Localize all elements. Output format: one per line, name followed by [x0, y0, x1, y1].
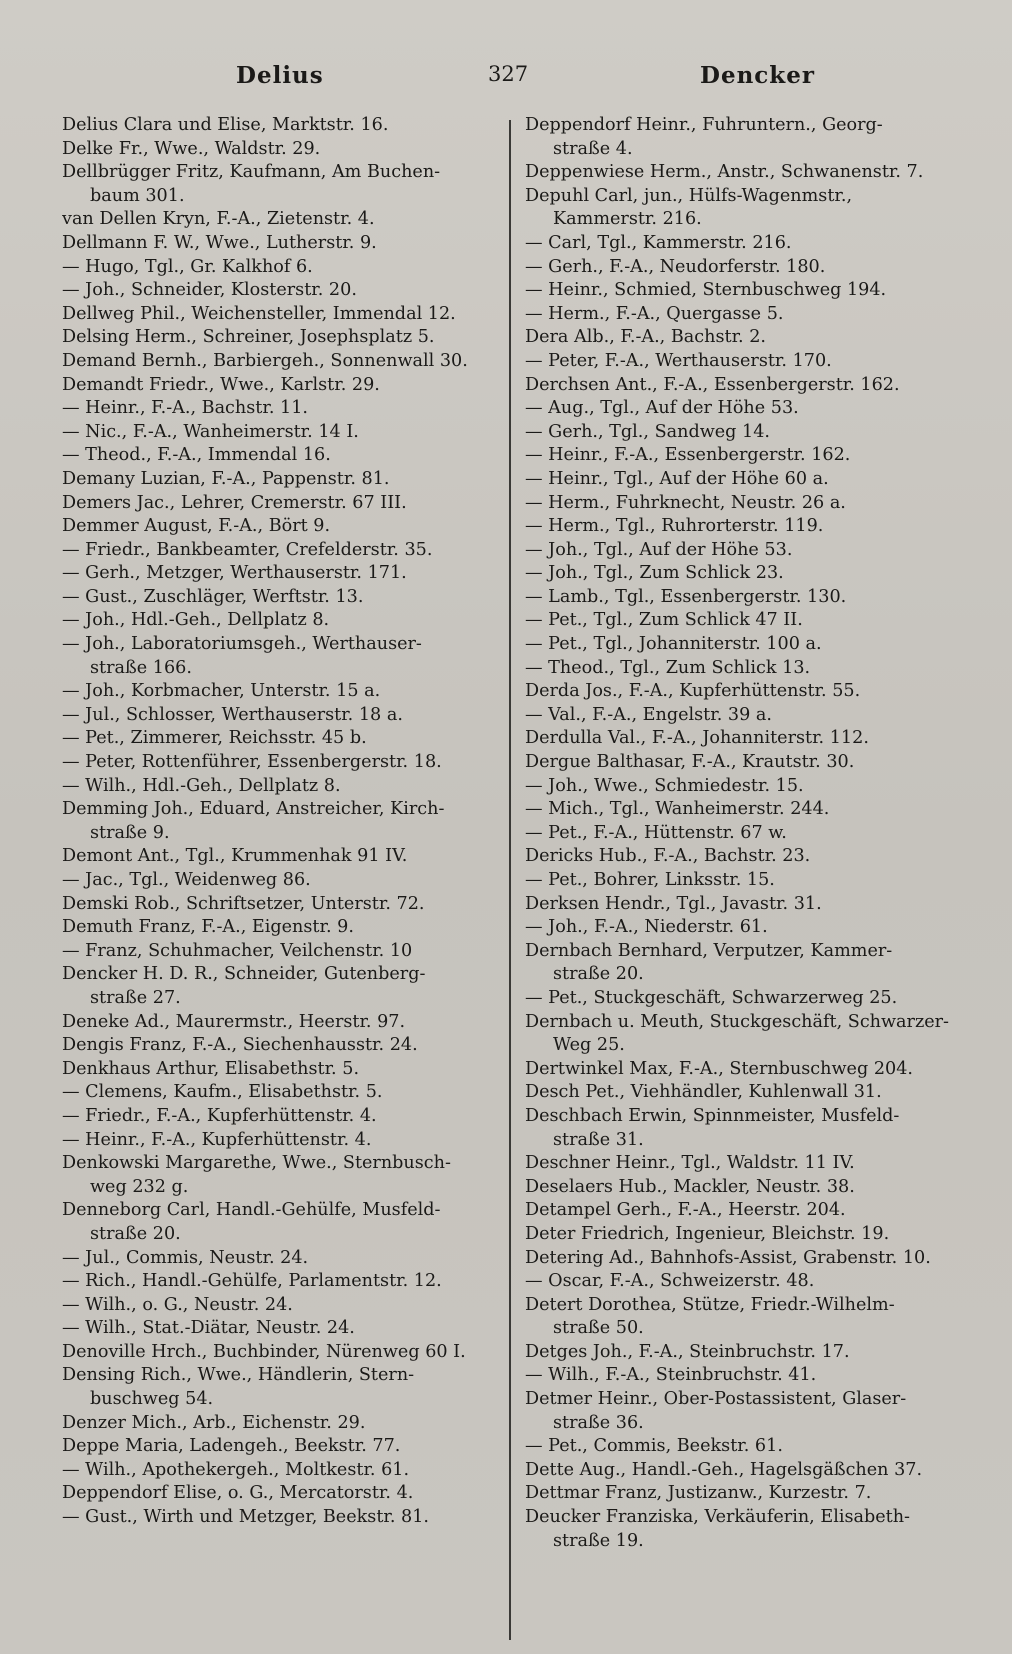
directory-entry: Deppenwiese Herm., Anstr., Schwanenstr. 7.: [525, 162, 924, 183]
directory-entry: Derda Jos., F.-A., Kupferhüttenstr. 55.: [525, 681, 861, 702]
directory-entry: van Dellen Kryn, F.-A., Zietenstr. 4.: [62, 209, 375, 230]
directory-entry: — Joh., Schneider, Klosterstr. 20.: [62, 280, 357, 301]
directory-entry: — Franz, Schuhmacher, Veilchenstr. 10: [62, 940, 413, 961]
directory-entry: Dera Alb., F.-A., Bachstr. 2.: [525, 327, 767, 348]
directory-entry: — Joh., Laboratoriumsgeh., Werthauser-: [62, 634, 422, 655]
directory-entry: — Aug., Tgl., Auf der Höhe 53.: [525, 398, 799, 419]
directory-entry: Denoville Hrch., Buchbinder, Nürenweg 60 I.: [62, 1341, 466, 1362]
directory-entry: Delke Fr., Wwe., Waldstr. 29.: [62, 138, 321, 159]
directory-entry: Weg 25.: [553, 1035, 625, 1056]
directory-entry: Detampel Gerh., F.-A., Heerstr. 204.: [525, 1200, 846, 1221]
directory-entry: — Heinr., F.-A., Kupferhüttenstr. 4.: [62, 1129, 372, 1150]
directory-entry: Detges Joh., F.-A., Steinbruchstr. 17.: [525, 1341, 850, 1362]
directory-entry: — Peter, Rottenführer, Essenbergerstr. 18.: [62, 752, 442, 773]
directory-entry: — Joh., Wwe., Schmiedestr. 15.: [525, 775, 804, 796]
column-divider: [509, 120, 511, 1640]
directory-entry: Deschbach Erwin, Spinnmeister, Musfeld-: [525, 1105, 900, 1126]
directory-entry: — Pet., Zimmerer, Reichsstr. 45 b.: [62, 728, 367, 749]
directory-entry: Desch Pet., Viehhändler, Kuhlenwall 31.: [525, 1082, 882, 1103]
directory-entry: — Clemens, Kaufm., Elisabethstr. 5.: [62, 1082, 383, 1103]
directory-entry: — Joh., F.-A., Niederstr. 61.: [525, 917, 768, 938]
directory-entry: Dencker H. D. R., Schneider, Gutenberg-: [62, 964, 426, 985]
directory-entry: Dergue Balthasar, F.-A., Krautstr. 30.: [525, 752, 855, 773]
directory-entry: Demany Luzian, F.-A., Pappenstr. 81.: [62, 468, 390, 489]
directory-entry: — Carl, Tgl., Kammerstr. 216.: [525, 232, 792, 253]
directory-entry: Dertwinkel Max, F.-A., Sternbuschweg 204.: [525, 1058, 913, 1079]
directory-entry: Deter Friedrich, Ingenieur, Bleichstr. 19.: [525, 1223, 890, 1244]
directory-entry: — Oscar, F.-A., Schweizerstr. 48.: [525, 1271, 815, 1292]
directory-entry: Demmer August, F.-A., Bört 9.: [62, 516, 331, 537]
directory-entry: Dernbach u. Meuth, Stuckgeschäft, Schwarzer-: [525, 1011, 949, 1032]
directory-entry: Dernbach Bernhard, Verputzer, Kammer-: [525, 940, 893, 961]
directory-entry: Derdulla Val., F.-A., Johanniterstr. 112.: [525, 728, 869, 749]
directory-entry: — Gerh., Tgl., Sandweg 14.: [525, 421, 771, 442]
directory-entry: Kammerstr. 216.: [553, 209, 702, 230]
directory-entry: Depuhl Carl, jun., Hülfs-Wagenmstr.,: [525, 185, 853, 206]
directory-entry: Detert Dorothea, Stütze, Friedr.-Wilhelm-: [525, 1294, 895, 1315]
directory-entry: — Pet., F.-A., Hüttenstr. 67 w.: [525, 822, 787, 843]
directory-entry: Demuth Franz, F.-A., Eigenstr. 9.: [62, 917, 354, 938]
directory-entry: — Peter, F.-A., Werthauserstr. 170.: [525, 350, 832, 371]
header-first-name: Delius: [236, 62, 324, 89]
left-column: [62, 114, 498, 1530]
directory-entry: — Heinr., Tgl., Auf der Höhe 60 a.: [525, 468, 829, 489]
directory-entry: — Gust., Wirth und Metzger, Beekstr. 81.: [62, 1507, 430, 1528]
directory-entry: — Heinr., Schmied, Sternbuschweg 194.: [525, 280, 887, 301]
directory-entry: — Gerh., F.-A., Neudorferstr. 180.: [525, 256, 826, 277]
directory-entry: — Pet., Tgl., Zum Schlick 47 II.: [525, 610, 803, 631]
directory-entry: Demski Rob., Schriftsetzer, Unterstr. 72.: [62, 893, 425, 914]
directory-entry: straße 9.: [90, 822, 170, 843]
directory-entry: — Pet., Commis, Beekstr. 61.: [525, 1436, 783, 1457]
directory-entry: — Jul., Commis, Neustr. 24.: [62, 1247, 309, 1268]
directory-entry: — Mich., Tgl., Wanheimerstr. 244.: [525, 799, 830, 820]
directory-entry: Denkhaus Arthur, Elisabethstr. 5.: [62, 1058, 360, 1079]
directory-entry: straße 36.: [553, 1412, 644, 1433]
directory-entry: — Val., F.-A., Engelstr. 39 a.: [525, 704, 772, 725]
directory-entry: Deneke Ad., Maurermstr., Heerstr. 97.: [62, 1011, 406, 1032]
directory-entry: Derchsen Ant., F.-A., Essenbergerstr. 162.: [525, 374, 900, 395]
directory-entry: straße 166.: [90, 657, 192, 678]
directory-entry: Deschner Heinr., Tgl., Waldstr. 11 IV.: [525, 1153, 855, 1174]
directory-entry: — Gerh., Metzger, Werthauserstr. 171.: [62, 563, 407, 584]
directory-entry: — Gust., Zuschläger, Werftstr. 13.: [62, 586, 364, 607]
page-number: 327: [488, 62, 529, 86]
directory-entry: Deppendorf Heinr., Fuhruntern., Georg-: [525, 115, 883, 135]
directory-entry: — Theod., Tgl., Zum Schlick 13.: [525, 657, 811, 678]
directory-entry: — Joh., Tgl., Auf der Höhe 53.: [525, 539, 793, 560]
directory-entry: buschweg 54.: [90, 1389, 214, 1410]
directory-entry: — Herm., Fuhrknecht, Neustr. 26 a.: [525, 492, 846, 513]
directory-entry: — Rich., Handl.-Gehülfe, Parlamentstr. 12.: [62, 1271, 442, 1292]
directory-entry: — Heinr., F.-A., Bachstr. 11.: [62, 398, 308, 419]
directory-entry: — Lamb., Tgl., Essenbergerstr. 130.: [525, 586, 847, 607]
directory-entry: — Wilh., Hdl.-Geh., Dellplatz 8.: [62, 775, 341, 796]
directory-entry: — Pet., Stuckgeschäft, Schwarzerweg 25.: [525, 987, 898, 1008]
directory-entry: Dellweg Phil., Weichensteller, Immendal 12.: [62, 303, 456, 324]
directory-entry: Denneborg Carl, Handl.-Gehülfe, Musfeld-: [62, 1200, 441, 1221]
directory-entry: Deppe Maria, Ladengeh., Beekstr. 77.: [62, 1436, 401, 1457]
directory-entry: — Jac., Tgl., Weidenweg 86.: [62, 870, 311, 890]
directory-entry: straße 27.: [90, 987, 181, 1008]
directory-entry: Detering Ad., Bahnhofs-Assist, Grabenstr. 10.: [525, 1247, 931, 1268]
directory-entry: Detmer Heinr., Ober-Postassistent, Glaser-: [525, 1389, 907, 1410]
page-header: [0, 62, 1012, 98]
directory-entry: Delius Clara und Elise, Marktstr. 16.: [62, 115, 389, 135]
directory-entry: Dellmann F. W., Wwe., Lutherstr. 9.: [62, 232, 377, 253]
directory-entry: Demont Ant., Tgl., Krummenhak 91 IV.: [62, 846, 408, 867]
directory-entry: — Theod., F.-A., Immendal 16.: [62, 445, 331, 466]
directory-entry: Deselaers Hub., Mackler, Neustr. 38.: [525, 1176, 855, 1197]
directory-entry: — Hugo, Tgl., Gr. Kalkhof 6.: [62, 256, 313, 277]
directory-entry: Dettmar Franz, Justizanw., Kurzestr. 7.: [525, 1483, 872, 1504]
directory-entry: baum 301.: [90, 185, 185, 206]
directory-entry: straße 20.: [90, 1223, 181, 1244]
directory-entry: — Wilh., F.-A., Steinbruchstr. 41.: [525, 1365, 817, 1386]
directory-entry: Denzer Mich., Arb., Eichenstr. 29.: [62, 1412, 366, 1433]
directory-entry: Denkowski Margarethe, Wwe., Sternbusch-: [62, 1153, 451, 1174]
directory-entry: Demers Jac., Lehrer, Cremerstr. 67 III.: [62, 492, 407, 513]
directory-entry: — Wilh., Apothekergeh., Moltkestr. 61.: [62, 1459, 410, 1480]
directory-entry: — Wilh., o. G., Neustr. 24.: [62, 1294, 293, 1315]
directory-entry: — Pet., Tgl., Johanniterstr. 100 a.: [525, 634, 822, 655]
directory-entry: — Nic., F.-A., Wanheimerstr. 14 I.: [62, 421, 359, 442]
directory-entry: — Jul., Schlosser, Werthauserstr. 18 a.: [62, 704, 403, 725]
directory-entry: — Wilh., Stat.-Diätar, Neustr. 24.: [62, 1318, 355, 1339]
directory-entry: Deppendorf Elise, o. G., Mercatorstr. 4.: [62, 1483, 414, 1504]
directory-entry: Derksen Hendr., Tgl., Javastr. 31.: [525, 893, 822, 914]
directory-entry: — Friedr., F.-A., Kupferhüttenstr. 4.: [62, 1105, 377, 1126]
directory-entry: Dette Aug., Handl.-Geh., Hagelsgäßchen 37.: [525, 1459, 923, 1480]
directory-entry: Demming Joh., Eduard, Anstreicher, Kirch-: [62, 799, 445, 820]
directory-entry: — Herm., Tgl., Ruhrorterstr. 119.: [525, 516, 824, 537]
directory-entry: straße 19.: [553, 1530, 644, 1551]
header-last-name: Dencker: [700, 62, 815, 89]
directory-entry: straße 20.: [553, 964, 644, 985]
directory-entry: straße 4.: [553, 138, 633, 159]
directory-entry: Dellbrügger Fritz, Kaufmann, Am Buchen-: [62, 162, 441, 183]
directory-entry: Demand Bernh., Barbiergeh., Sonnenwall 30.: [62, 350, 468, 371]
directory-entry: Delsing Herm., Schreiner, Josephsplatz 5.: [62, 327, 435, 348]
directory-entry: straße 31.: [553, 1129, 644, 1150]
directory-entry: straße 50.: [553, 1318, 644, 1339]
directory-entry: Dericks Hub., F.-A., Bachstr. 23.: [525, 846, 811, 867]
directory-entry: Dengis Franz, F.-A., Siechenhausstr. 24.: [62, 1035, 418, 1056]
directory-entry: — Heinr., F.-A., Essenbergerstr. 162.: [525, 445, 851, 466]
directory-entry: Deucker Franziska, Verkäuferin, Elisabeth-: [525, 1507, 910, 1528]
directory-entry: Demandt Friedr., Wwe., Karlstr. 29.: [62, 374, 380, 395]
directory-entry: — Herm., F.-A., Quergasse 5.: [525, 303, 784, 324]
directory-entry: — Joh., Korbmacher, Unterstr. 15 a.: [62, 681, 381, 702]
directory-entry: weg 232 g.: [90, 1176, 189, 1197]
directory-entry: — Pet., Bohrer, Linksstr. 15.: [525, 870, 775, 890]
directory-entry: Densing Rich., Wwe., Händlerin, Stern-: [62, 1365, 415, 1386]
right-column: [525, 114, 961, 1553]
directory-entry: — Joh., Tgl., Zum Schlick 23.: [525, 563, 784, 584]
directory-entry: — Joh., Hdl.-Geh., Dellplatz 8.: [62, 610, 330, 631]
directory-entry: — Friedr., Bankbeamter, Crefelderstr. 35.: [62, 539, 433, 560]
